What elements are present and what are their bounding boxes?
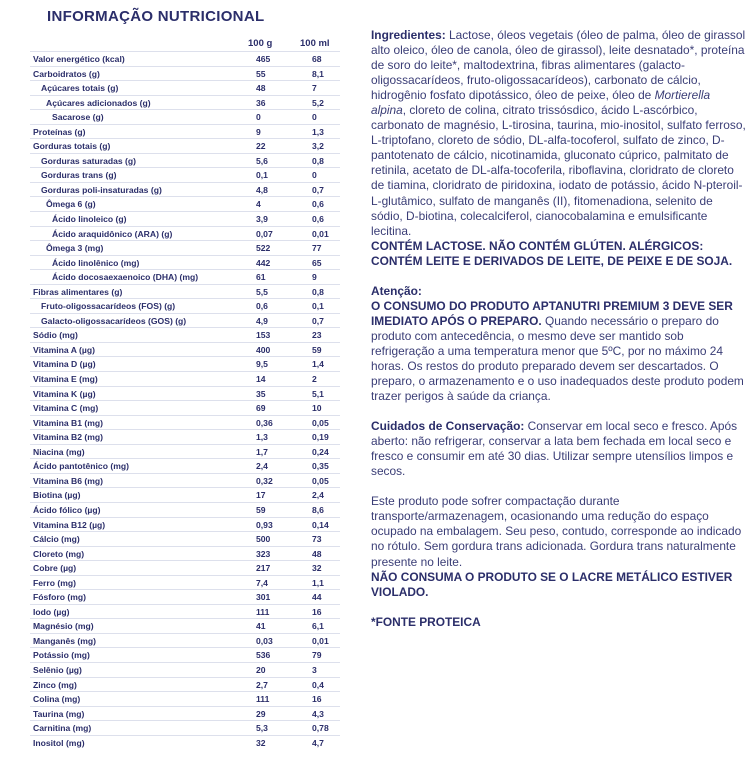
nutrient-name: Vitamina B12 (µg) — [33, 519, 106, 530]
nutrient-name: Fruto-oligossacarídeos (FOS) (g) — [41, 301, 176, 312]
nutrient-name: Niacina (mg) — [33, 446, 85, 457]
value-per-100g: 111 — [256, 606, 270, 617]
value-per-100ml: 0,24 — [312, 446, 329, 457]
value-per-100g: 217 — [256, 563, 271, 574]
value-per-100ml: 79 — [312, 650, 322, 661]
value-per-100g: 0,1 — [256, 170, 268, 181]
table-row — [30, 313, 340, 328]
nutrient-name: Ômega 6 (g) — [46, 199, 96, 210]
nutrient-name: Taurina (mg) — [33, 708, 85, 719]
value-per-100g: 0 — [256, 112, 261, 123]
value-per-100g: 9 — [256, 126, 261, 137]
nutrient-name: Vitamina C (mg) — [33, 403, 99, 414]
nutrient-name: Ácido araquidônico (ARA) (g) — [52, 228, 173, 239]
value-per-100ml: 0,35 — [312, 461, 329, 472]
table-row — [30, 473, 340, 488]
value-per-100g: 9,5 — [256, 359, 268, 370]
value-per-100ml: 0,14 — [312, 519, 329, 530]
value-per-100g: 59 — [256, 504, 266, 515]
value-per-100g: 0,32 — [256, 475, 273, 486]
nutrient-name: Vitamina K (µg) — [33, 388, 96, 399]
value-per-100g: 0,07 — [256, 228, 273, 239]
table-row — [30, 356, 340, 371]
nutrient-name: Galacto-oligossacarídeos (GOS) (g) — [41, 315, 187, 326]
value-per-100ml: 5,2 — [312, 97, 324, 108]
value-per-100ml: 0,01 — [312, 228, 329, 239]
attention-caps: O CONSUMO DO PRODUTO APTANUTRI PREMIUM 3 DEVE SER IMEDIATO APÓS O PREPARO. — [371, 298, 733, 328]
table-row — [30, 182, 340, 197]
nutrient-name: Inositol (mg) — [33, 737, 85, 748]
label-text — [371, 28, 746, 630]
table-row — [30, 255, 340, 270]
nutrient-name: Gorduras saturadas (g) — [41, 155, 137, 166]
value-per-100ml: 3,2 — [312, 141, 324, 152]
value-per-100ml: 10 — [312, 403, 322, 414]
table-row — [30, 240, 340, 255]
value-per-100g: 4 — [256, 199, 261, 210]
value-per-100ml: 65 — [312, 257, 322, 268]
attention-body: Quando necessário o preparo do produto com antecedência, o mesmo deve ser mantido sob refrigeração a uma temperatura menor que 5ºC, por no máximo 24 horas. Os restos do produto preparado devem ser descartados. O preparo, o armazenamento e o uso inadequados deste produto podem trazer perigos à saúde da criança. — [371, 313, 744, 404]
nutrient-name: Sódio (mg) — [33, 330, 78, 341]
value-per-100ml: 44 — [312, 592, 322, 603]
ingredients-text-a: Lactose, óleos vegetais (óleo de palma, óleo de girassol alto oleico, óleo de canola, óleo de girassol), leite desnatado*, proteína de soro do leite*, maltodextrina, fibras alimentares (galacto-oligossacarídeos, fruto-oligossacarídeos), carbonato de cálcio, hidrogênio fosfato dipotássico, óleo de peixe, óleo de — [371, 28, 746, 103]
value-per-100ml: 48 — [312, 548, 322, 559]
nutrient-name: Vitamina E (mg) — [33, 374, 98, 385]
value-per-100g: 32 — [256, 737, 266, 748]
care-label: Cuidados de Conservação: — [371, 419, 525, 434]
table-row — [30, 298, 340, 313]
nutrient-name: Açúcares adicionados (g) — [46, 97, 151, 108]
value-per-100g: 4,8 — [256, 184, 268, 195]
table-row — [30, 95, 340, 110]
value-per-100ml: 0,8 — [312, 286, 324, 297]
value-per-100ml: 16 — [312, 606, 322, 617]
nutrient-name: Gorduras trans (g) — [41, 170, 117, 181]
table-row — [30, 575, 340, 590]
value-per-100g: 5,3 — [256, 723, 268, 734]
value-per-100g: 111 — [256, 694, 270, 705]
nutrient-name: Ácido linolênico (mg) — [52, 257, 140, 268]
nutrient-name: Carboidratos (g) — [33, 68, 100, 79]
value-per-100g: 1,7 — [256, 446, 268, 457]
compaction-paragraph: Este produto pode sofrer compactação durante transporte/armazenagem, ocasionando uma redução do espaço ocupado na embalagem. Seu peso, contudo, corresponde ao indicado no rótulo. Sem gordura trans adicionada. Gordura trans naturalmente presente no leite. — [371, 494, 742, 569]
value-per-100g: 36 — [256, 97, 266, 108]
value-per-100g: 465 — [256, 54, 271, 64]
value-per-100g: 3,9 — [256, 214, 268, 225]
value-per-100ml: 0 — [312, 170, 317, 181]
table-row — [30, 618, 340, 633]
value-per-100g: 48 — [256, 83, 266, 94]
value-per-100g: 0,93 — [256, 519, 273, 530]
table-row — [30, 546, 340, 561]
nutrient-name: Cobre (µg) — [33, 563, 77, 574]
nutrient-name: Colina (mg) — [33, 694, 81, 705]
value-per-100g: 41 — [256, 621, 266, 632]
table-row — [30, 342, 340, 357]
table-row — [30, 677, 340, 692]
value-per-100g: 522 — [256, 243, 271, 254]
attention-paragraph — [371, 284, 746, 404]
table-row — [30, 487, 340, 502]
value-per-100ml: 7 — [312, 83, 317, 94]
table-row — [30, 458, 340, 473]
value-per-100g: 500 — [256, 534, 271, 545]
nutrient-name: Ácido fólico (µg) — [33, 504, 101, 515]
nutrient-name: Cloreto (mg) — [33, 548, 85, 559]
table-row — [30, 138, 340, 153]
table-row — [30, 720, 340, 735]
value-per-100ml: 8,6 — [312, 504, 324, 515]
value-per-100ml: 0,7 — [312, 315, 324, 326]
value-per-100g: 2,7 — [256, 679, 268, 690]
nutrient-name: Fibras alimentares (g) — [33, 286, 123, 297]
table-row — [30, 706, 340, 721]
value-per-100g: 55 — [256, 68, 266, 79]
value-per-100g: 2,4 — [256, 461, 268, 472]
value-per-100ml: 0,05 — [312, 417, 329, 428]
table-row — [30, 415, 340, 430]
value-per-100g: 301 — [256, 592, 271, 603]
table-row — [30, 400, 340, 415]
value-per-100ml: 23 — [312, 330, 322, 341]
table-row — [30, 502, 340, 517]
column-header-100ml: 100 ml — [300, 38, 330, 49]
table-row — [30, 327, 340, 342]
value-per-100g: 4,9 — [256, 315, 268, 326]
value-per-100g: 400 — [256, 344, 271, 355]
nutrient-name: Manganês (mg) — [33, 635, 97, 646]
value-per-100g: 536 — [256, 650, 271, 661]
nutrient-name: Magnésio (mg) — [33, 621, 94, 632]
value-per-100g: 323 — [256, 548, 271, 559]
value-per-100g: 1,3 — [256, 432, 268, 443]
table-row — [30, 371, 340, 386]
nutrient-name: Carnitina (mg) — [33, 723, 92, 734]
table-row — [30, 226, 340, 241]
ingredients-label: Ingredientes: — [371, 28, 446, 42]
table-row — [30, 284, 340, 299]
nutrient-name: Vitamina D (µg) — [33, 359, 96, 370]
value-per-100ml: 4,3 — [312, 708, 324, 719]
nutrient-name: Selênio (µg) — [33, 664, 82, 675]
value-per-100ml: 0,78 — [312, 723, 329, 734]
nutrient-name: Vitamina B6 (mg) — [33, 475, 104, 486]
nutrient-name: Gorduras totais (g) — [33, 141, 111, 152]
ingredients-italic: Mortierella alpina — [371, 88, 711, 118]
table-row — [30, 604, 340, 619]
value-per-100g: 0,6 — [256, 301, 268, 312]
nutrient-name: Gorduras poli-insaturadas (g) — [41, 184, 162, 195]
value-per-100g: 14 — [256, 374, 266, 385]
table-body — [30, 51, 340, 749]
value-per-100ml: 3 — [312, 664, 317, 675]
value-per-100g: 22 — [256, 141, 266, 152]
table-row — [30, 560, 340, 575]
care-paragraph — [371, 419, 746, 479]
value-per-100g: 0,03 — [256, 635, 273, 646]
value-per-100g: 61 — [256, 272, 266, 283]
value-per-100ml: 4,7 — [312, 737, 324, 748]
table-row — [30, 80, 340, 95]
nutrient-name: Sacarose (g) — [52, 112, 104, 123]
nutrient-name: Potássio (mg) — [33, 650, 90, 661]
value-per-100ml: 1,1 — [312, 577, 324, 588]
table-title: INFORMAÇÃO NUTRICIONAL — [47, 8, 265, 25]
value-per-100ml: 77 — [312, 243, 322, 254]
table-row — [30, 633, 340, 648]
value-per-100ml: 0,6 — [312, 199, 324, 210]
value-per-100ml: 2,4 — [312, 490, 324, 501]
value-per-100ml: 1,3 — [312, 126, 324, 137]
table-row — [30, 444, 340, 459]
value-per-100ml: 1,4 — [312, 359, 324, 370]
value-per-100ml: 8,1 — [312, 68, 324, 79]
nutrient-name: Ácido pantotênico (mg) — [33, 461, 129, 472]
table-row — [30, 386, 340, 401]
value-per-100ml: 0,8 — [312, 155, 324, 166]
nutrient-name: Ácido linoleico (g) — [52, 214, 127, 225]
seal-warning: NÃO CONSUMA O PRODUTO SE O LACRE METÁLICO ESTIVER VIOLADO. — [371, 569, 733, 599]
nutrient-name: Iodo (µg) — [33, 606, 70, 617]
nutrient-name: Valor energético (kcal) — [33, 54, 125, 64]
value-per-100g: 29 — [256, 708, 266, 719]
nutrient-name: Cálcio (mg) — [33, 534, 80, 545]
value-per-100g: 0,36 — [256, 417, 273, 428]
value-per-100ml: 68 — [312, 54, 322, 64]
nutrient-name: Vitamina B1 (mg) — [33, 417, 104, 428]
nutrient-name: Açúcares totais (g) — [41, 83, 119, 94]
value-per-100g: 153 — [256, 330, 271, 341]
value-per-100g: 5,5 — [256, 286, 268, 297]
table-row — [30, 429, 340, 444]
table-row — [30, 109, 340, 124]
value-per-100g: 35 — [256, 388, 266, 399]
value-per-100g: 17 — [256, 490, 266, 501]
table-row — [30, 153, 340, 168]
nutrient-name: Ferro (mg) — [33, 577, 76, 588]
value-per-100ml: 6,1 — [312, 621, 324, 632]
nutrient-name: Biotina (µg) — [33, 490, 81, 501]
table-row — [30, 662, 340, 677]
ingredients-paragraph — [371, 28, 746, 239]
table-row — [30, 691, 340, 706]
nutrient-name: Ômega 3 (mg) — [46, 243, 104, 254]
footnote: *FONTE PROTEICA — [371, 614, 481, 629]
table-row — [30, 211, 340, 226]
attention-label: Atenção: — [371, 283, 422, 298]
value-per-100g: 7,4 — [256, 577, 268, 588]
table-row — [30, 196, 340, 211]
value-per-100g: 442 — [256, 257, 271, 268]
value-per-100g: 69 — [256, 403, 266, 414]
value-per-100ml: 0,05 — [312, 475, 329, 486]
value-per-100ml: 5,1 — [312, 388, 324, 399]
value-per-100g: 20 — [256, 664, 266, 675]
column-header-100g: 100 g — [248, 38, 273, 49]
value-per-100ml: 2 — [312, 374, 317, 385]
ingredients-text-b: , cloreto de colina, citrato trissósdico, ácido L-ascórbico, carbonato de magnésio, L-tirosina, taurina, mio-inositol, sulfato ferroso, L-triptofano, cloreto de sódio, DL-alfa-tocoferol, sulfato de zinco, D-pantotenato de cálcio, nicotinamida, gluconato cúprico, palmitato de retinila, acetato de DL-alfa-tocoferila, riboflavina, cloridrato de cloreto de tiamina, cloridrato de piridoxina, iodato de potássio, ácido N-pteroil-L-glutâmico, sulfato de manganês (II), fitomenadiona, selenito de sódio, D-biotina, colecalciferol, cianocobalamina e emulsificante lecitina. — [371, 103, 746, 238]
nutrient-name: Zinco (mg) — [33, 679, 77, 690]
value-per-100ml: 16 — [312, 694, 322, 705]
nutrient-name: Vitamina B2 (mg) — [33, 432, 104, 443]
value-per-100ml: 0,6 — [312, 214, 324, 225]
nutrient-name: Fósforo (mg) — [33, 592, 86, 603]
value-per-100ml: 73 — [312, 534, 322, 545]
nutrient-name: Vitamina A (µg) — [33, 344, 95, 355]
table-row — [30, 124, 340, 139]
nutrient-name: Proteínas (g) — [33, 126, 86, 137]
value-per-100g: 5,6 — [256, 155, 268, 166]
value-per-100ml: 0,7 — [312, 184, 324, 195]
table-row — [30, 531, 340, 546]
value-per-100ml: 0 — [312, 112, 317, 123]
allergens-notice: CONTÉM LACTOSE. NÃO CONTÉM GLÚTEN. ALÉRGICOS: CONTÉM LEITE E DERIVADOS DE LEITE, DE PEIXE E DE SOJA. — [371, 238, 733, 268]
value-per-100ml: 59 — [312, 344, 322, 355]
table-row — [30, 167, 340, 182]
value-per-100ml: 32 — [312, 563, 322, 574]
value-per-100ml: 0,4 — [312, 679, 324, 690]
value-per-100ml: 0,19 — [312, 432, 329, 443]
table-row — [30, 66, 340, 81]
table-row — [30, 269, 340, 284]
table-row — [30, 51, 340, 66]
value-per-100ml: 0,01 — [312, 635, 329, 646]
table-row — [30, 647, 340, 662]
table-row — [30, 517, 340, 532]
value-per-100ml: 0,1 — [312, 301, 324, 312]
table-row — [30, 589, 340, 604]
care-body: Conservar em local seco e fresco. Após aberto: não refrigerar, conservar a lata bem fechada em local seco e fresco e consumir em até 30 dias. Utilizar sempre utensílios limpos e secos. — [371, 419, 738, 479]
table-row — [30, 735, 340, 750]
value-per-100ml: 9 — [312, 272, 317, 283]
nutrient-name: Ácido docosaexaenoico (DHA) (mg) — [52, 272, 199, 283]
